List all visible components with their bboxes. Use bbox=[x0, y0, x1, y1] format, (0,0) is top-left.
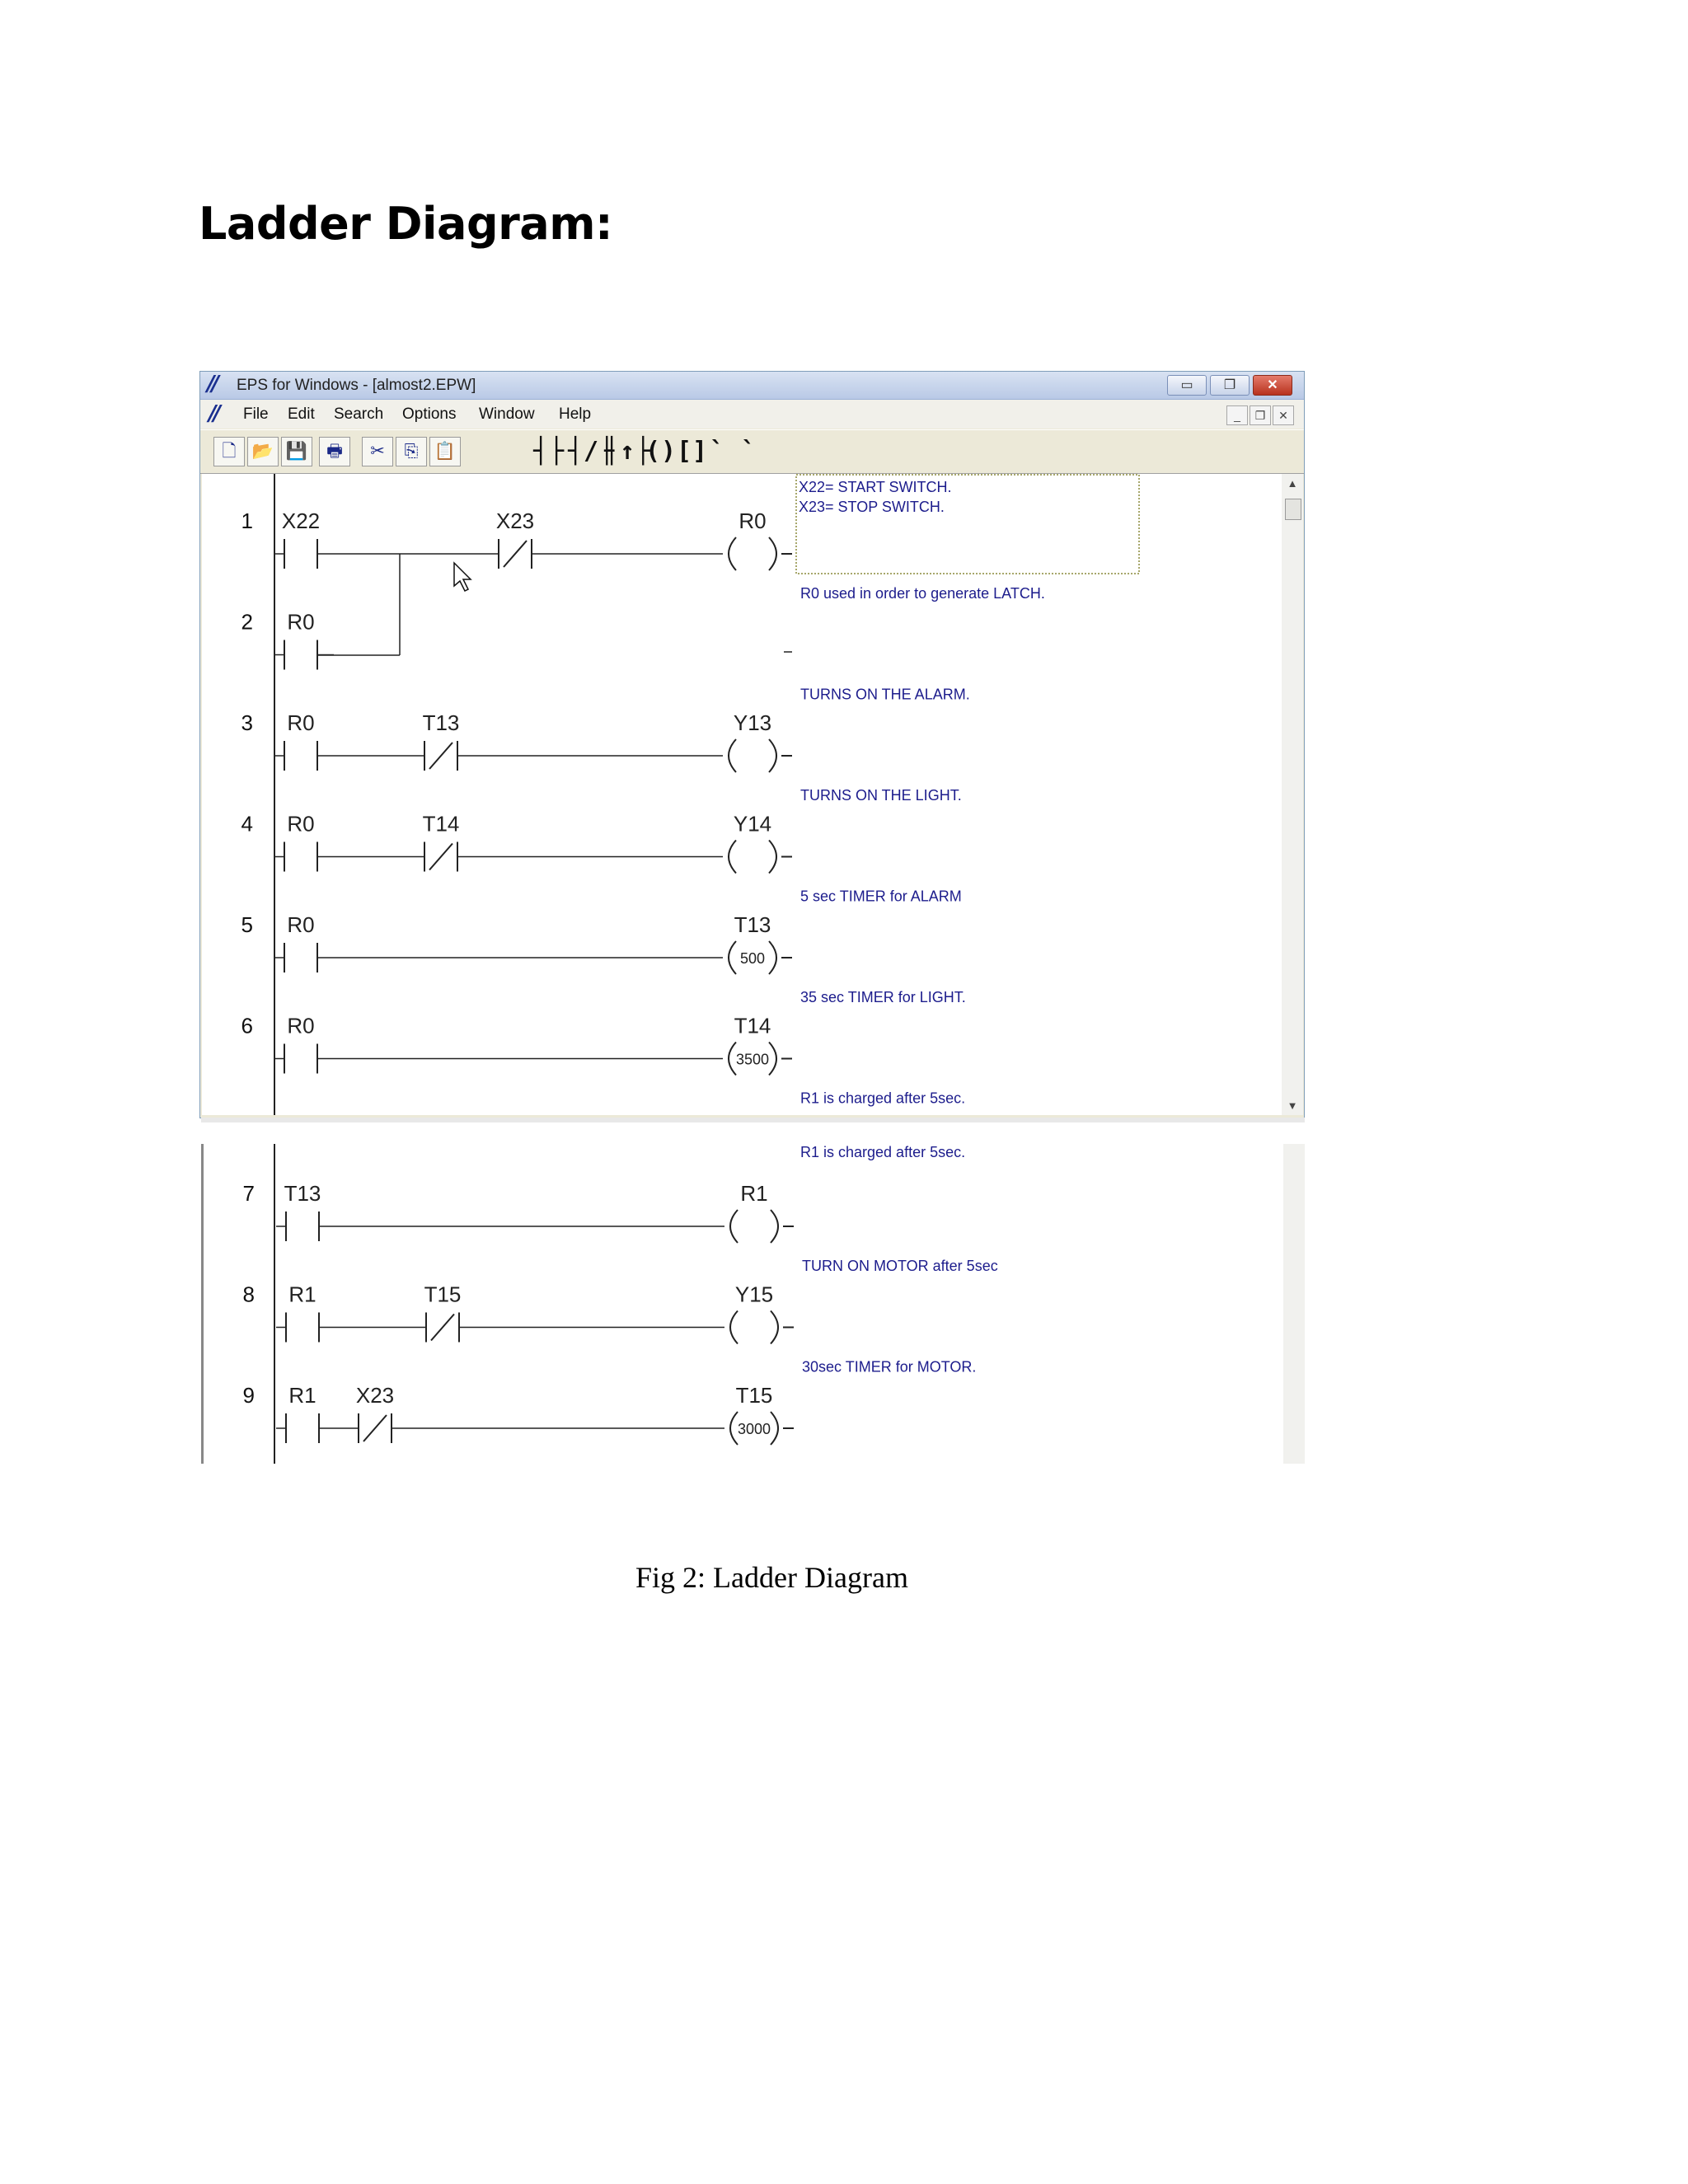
rung-number: 3 bbox=[241, 710, 253, 735]
coil-label: Y14 bbox=[733, 811, 772, 837]
coil-left-arc bbox=[729, 841, 736, 874]
coil-left-arc bbox=[729, 537, 736, 570]
contact-label: T13 bbox=[422, 710, 460, 735]
contact-label: R0 bbox=[287, 609, 315, 635]
close-icon[interactable]: ✕ bbox=[1253, 375, 1292, 396]
cut-icon[interactable]: ✂ bbox=[362, 437, 393, 466]
nc-contact-tool-icon[interactable]: ┤/├ bbox=[568, 437, 616, 466]
contact-label: R0 bbox=[287, 710, 315, 735]
toolbar bbox=[200, 429, 1304, 474]
rung-comment: 35 sec TIMER for LIGHT. bbox=[800, 989, 966, 1005]
menu-file[interactable]: File bbox=[243, 405, 269, 423]
ladder-editor[interactable] bbox=[202, 474, 1282, 1115]
ladder-editor-continued[interactable] bbox=[201, 1144, 1305, 1464]
coil-right-arc bbox=[771, 1311, 778, 1344]
contact-label: R0 bbox=[287, 811, 315, 837]
ladder-canvas[interactable] bbox=[202, 474, 1282, 1115]
rung-number: 8 bbox=[242, 1282, 255, 1307]
open-icon[interactable]: 📂 bbox=[247, 437, 279, 466]
rung-comment: R1 is charged after 5sec. bbox=[800, 1090, 966, 1107]
coil-left-arc bbox=[729, 1043, 736, 1076]
rung-comment: TURNS ON THE ALARM. bbox=[800, 686, 970, 703]
restore-icon[interactable]: ❐ bbox=[1210, 375, 1250, 396]
window-title: EPS for Windows - [almost2.EPW] bbox=[237, 377, 476, 394]
rung-comment: R1 is charged after 5sec. bbox=[800, 1144, 966, 1160]
window-gap bbox=[201, 1118, 1305, 1122]
rung-comment: 5 sec TIMER for ALARM bbox=[800, 888, 962, 905]
coil-preset-value: 3500 bbox=[735, 1051, 770, 1068]
scroll-up-icon[interactable]: ▲ bbox=[1287, 477, 1298, 490]
coil-right-arc bbox=[769, 739, 776, 772]
coil-left-arc bbox=[730, 1210, 738, 1243]
coil-label: T15 bbox=[735, 1383, 773, 1408]
coil-right-arc bbox=[771, 1412, 778, 1445]
figure-caption: Fig 2: Ladder Diagram bbox=[635, 1561, 908, 1594]
rung-number: 2 bbox=[241, 609, 253, 635]
rung-number: 6 bbox=[241, 1013, 253, 1038]
copy-icon[interactable]: ⎘ bbox=[396, 437, 427, 466]
rung-number: 7 bbox=[242, 1181, 255, 1206]
coil-right-arc bbox=[771, 1210, 778, 1243]
wire-tool-icon[interactable]: ` ` bbox=[710, 437, 757, 466]
mdi-close-icon[interactable]: ✕ bbox=[1273, 405, 1294, 425]
coil-label: T14 bbox=[734, 1013, 771, 1038]
pulse-contact-tool-icon[interactable]: ┤↑├ bbox=[604, 437, 652, 466]
ladder-canvas-continued[interactable] bbox=[204, 1144, 1283, 1464]
contact-label: T13 bbox=[284, 1181, 321, 1206]
mdi-restore-icon[interactable]: ❐ bbox=[1250, 405, 1271, 425]
paste-icon[interactable]: 📋 bbox=[429, 437, 461, 466]
coil-label: Y15 bbox=[734, 1282, 774, 1307]
coil-label: T13 bbox=[734, 912, 771, 937]
contact-label: T15 bbox=[424, 1282, 462, 1307]
note-line: X22= START SWITCH. bbox=[799, 479, 952, 495]
eps-window bbox=[199, 371, 1305, 1118]
menu-options[interactable]: Options bbox=[402, 405, 457, 423]
document-icon: // bbox=[209, 401, 218, 426]
save-icon[interactable]: 💾 bbox=[281, 437, 312, 466]
coil-left-arc bbox=[730, 1412, 738, 1445]
contact-label: X22 bbox=[281, 509, 321, 533]
contact-nc-slash bbox=[429, 743, 452, 769]
coil-right-arc bbox=[769, 841, 776, 874]
rung-number: 9 bbox=[242, 1383, 255, 1408]
note-line: X23= STOP SWITCH. bbox=[799, 499, 945, 515]
contact-label: R0 bbox=[287, 912, 315, 937]
rung-comment: 30sec TIMER for MOTOR. bbox=[802, 1358, 977, 1376]
rung-number: 4 bbox=[241, 811, 253, 837]
contact-nc-slash bbox=[504, 541, 527, 567]
contact-label: R1 bbox=[288, 1282, 316, 1307]
new-icon[interactable]: 🗋 bbox=[213, 437, 245, 466]
coil-tool-icon[interactable]: () bbox=[645, 437, 678, 466]
coil-left-arc bbox=[729, 739, 736, 772]
menu-window[interactable]: Window bbox=[479, 405, 535, 423]
no-contact-tool-icon[interactable]: ┤├ bbox=[533, 437, 565, 466]
coil-right-arc bbox=[769, 537, 776, 570]
contact-label: T14 bbox=[422, 811, 460, 837]
contact-nc-slash bbox=[431, 1315, 454, 1341]
scroll-down-icon[interactable]: ▼ bbox=[1287, 1099, 1298, 1112]
vertical-scrollbar[interactable] bbox=[1282, 474, 1303, 1115]
coil-left-arc bbox=[729, 941, 736, 974]
contact-label: X23 bbox=[495, 509, 535, 533]
print-icon[interactable]: 🖶 bbox=[319, 437, 350, 466]
contact-label: X23 bbox=[355, 1383, 395, 1408]
menu-edit[interactable]: Edit bbox=[288, 405, 315, 423]
rung-number: 5 bbox=[241, 912, 253, 937]
mouse-cursor-icon bbox=[454, 563, 471, 591]
menu-help[interactable]: Help bbox=[559, 405, 592, 423]
rung-comment: TURNS ON THE LIGHT. bbox=[800, 787, 962, 804]
coil-left-arc bbox=[730, 1311, 738, 1344]
mdi-minimize-icon[interactable]: _ bbox=[1226, 405, 1248, 425]
coil-label: Y13 bbox=[733, 710, 772, 735]
rung-number: 1 bbox=[241, 509, 253, 533]
rung-comment: TURN ON MOTOR after 5sec bbox=[802, 1258, 998, 1274]
menu-search[interactable]: Search bbox=[334, 405, 384, 423]
menu-bar bbox=[200, 400, 1304, 429]
title-bar[interactable] bbox=[200, 372, 1304, 400]
coil-preset-value: 3000 bbox=[737, 1421, 771, 1437]
coil-label: R1 bbox=[740, 1181, 768, 1206]
contact-label: R0 bbox=[287, 1013, 315, 1038]
minimize-icon[interactable]: ▭ bbox=[1167, 375, 1207, 396]
rung-comment: R0 used in order to generate LATCH. bbox=[800, 585, 1045, 602]
contact-nc-slash bbox=[429, 844, 452, 870]
function-tool-icon[interactable]: [] bbox=[677, 437, 709, 466]
scroll-thumb[interactable] bbox=[1285, 499, 1301, 520]
coil-preset-value: 500 bbox=[739, 950, 766, 967]
vertical-scrollbar-continued[interactable] bbox=[1283, 1144, 1305, 1464]
eps-logo-icon: // bbox=[207, 372, 216, 396]
contact-nc-slash bbox=[363, 1415, 387, 1441]
coil-right-arc bbox=[769, 1043, 776, 1076]
coil-right-arc bbox=[769, 941, 776, 974]
page-heading: Ladder Diagram: bbox=[199, 198, 613, 250]
contact-label: R1 bbox=[288, 1383, 316, 1408]
coil-label: R0 bbox=[738, 509, 767, 533]
